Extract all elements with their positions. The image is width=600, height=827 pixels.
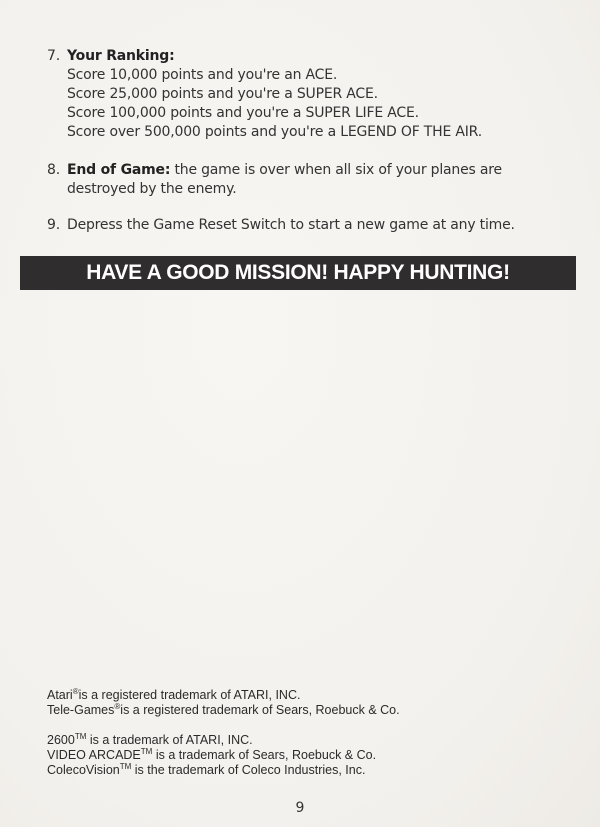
reset-section	[47, 216, 567, 235]
trademark-line-colecovision: ColecoVision™ is the trademark of Coleco Industries, Inc.	[47, 761, 366, 777]
end-of-game-section	[47, 161, 567, 199]
mission-banner: HAVE A GOOD MISSION! HAPPY HUNTING!	[20, 256, 576, 290]
ranking-line: Score 25,000 points and you're a SUPER ACE.	[67, 86, 378, 102]
trademark-block-tm	[47, 733, 527, 778]
reset-number: 9.	[47, 217, 60, 233]
ranking-line: Score 100,000 points and you're a SUPER LIFE ACE.	[67, 105, 419, 121]
page-number: 9	[295, 800, 305, 816]
end-of-game-text: the game is over when all six of your planes are	[170, 162, 502, 178]
trademark-line-2600: 2600™ is a trademark of ATARI, INC.	[47, 731, 253, 747]
end-of-game-heading: End of Game:	[67, 162, 171, 178]
end-of-game-number: 8.	[47, 162, 60, 178]
ranking-number: 7.	[47, 48, 60, 64]
reset-text: Depress the Game Reset Switch to start a new game at any time.	[67, 217, 515, 233]
ranking-line: Score over 500,000 points and you're a LEGEND OF THE AIR.	[67, 124, 482, 140]
end-of-game-text-continued: destroyed by the enemy.	[67, 181, 237, 197]
trademark-block-registered	[47, 688, 527, 718]
trademark-line-video-arcade: VIDEO ARCADE™ is a trademark of Sears, Roebuck & Co.	[47, 746, 377, 762]
ranking-line: Score 10,000 points and you're an ACE.	[67, 67, 338, 83]
ranking-heading: Your Ranking:	[67, 48, 175, 64]
ranking-section	[47, 47, 567, 142]
trademark-line-atari: Atari®is a registered trademark of ATARI, INC.	[47, 686, 301, 702]
trademark-line-telegames: Tele-Games®is a registered trademark of Sears, Roebuck & Co.	[47, 701, 400, 717]
